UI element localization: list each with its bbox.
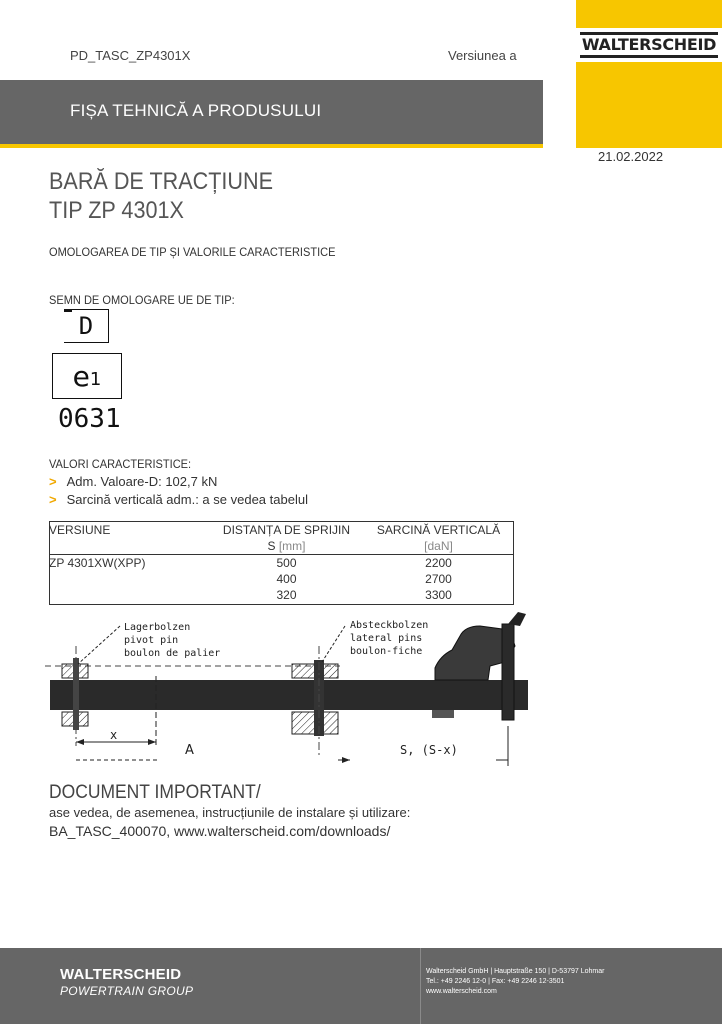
header-band-stripe bbox=[0, 144, 543, 148]
approval-e-number: 1 bbox=[89, 368, 102, 390]
bullet-arrow-icon: > bbox=[49, 474, 57, 489]
col-version-header: VERSIUNE bbox=[49, 522, 209, 555]
col-distance-label: DISTANȚA DE SPRIJIN bbox=[222, 523, 351, 537]
distance-cell: 400 bbox=[276, 572, 297, 586]
dim-arrow bbox=[342, 757, 350, 763]
load-cell: 2700 bbox=[425, 572, 452, 586]
characteristic-bullet bbox=[49, 474, 217, 489]
footer-phone: Tel.: +49 2246 12-0 | Fax: +49 2246 12-3501 bbox=[426, 978, 565, 985]
table-row bbox=[49, 571, 513, 587]
walterscheid-logo bbox=[576, 28, 722, 62]
label-pivot-en: pivot pin bbox=[124, 635, 179, 646]
logo-text: WALTERSCHEID bbox=[580, 32, 718, 58]
product-title-line2: TIP ZP 4301X bbox=[49, 197, 184, 224]
product-title-line1: BARĂ DE TRACȚIUNE bbox=[49, 168, 274, 195]
footer-logo bbox=[60, 966, 193, 998]
page-title: FIȘA TEHNICĂ A PRODUSULUI bbox=[70, 101, 322, 120]
hitch-pin bbox=[502, 624, 514, 720]
label-pivot-fr: boulon de palier bbox=[124, 648, 221, 659]
footer-logo-name: WALTERSCHEID bbox=[60, 966, 182, 983]
load-cell: 2200 bbox=[425, 556, 452, 570]
eu-mark-heading: SEMN DE OMOLOGARE UE DE TIP: bbox=[49, 293, 235, 307]
characteristic-bullet bbox=[49, 492, 308, 507]
col-distance-symbol: S bbox=[267, 539, 276, 553]
leader-left bbox=[78, 626, 120, 664]
table-row bbox=[49, 587, 513, 603]
approval-country: D bbox=[78, 312, 94, 340]
distance-cell: 500 bbox=[276, 556, 297, 570]
version-cell bbox=[49, 587, 209, 603]
important-line1: ase vedea, de asemenea, instrucțiunile de instalare și utilizare: bbox=[49, 805, 411, 820]
approval-e-letter: e bbox=[72, 359, 90, 393]
col-distance-unit: [mm] bbox=[278, 539, 306, 553]
footer-contact bbox=[426, 967, 604, 997]
dim-label-x: x bbox=[110, 728, 118, 742]
leader-right bbox=[322, 626, 345, 662]
approval-e-mark bbox=[52, 353, 122, 399]
label-lateral-fr: boulon-fiche bbox=[350, 646, 423, 657]
document-code: PD_TASC_ZP4301X bbox=[70, 48, 191, 63]
type-approval-heading: OMOLOGAREA DE TIP ȘI VALORILE CARACTERISTICE bbox=[49, 245, 336, 259]
col-load-unit: [daN] bbox=[424, 539, 453, 553]
label-lateral-de: Absteckbolzen bbox=[350, 620, 429, 631]
important-line2: BA_TASC_400070, www.walterscheid.com/downloads/ bbox=[49, 823, 391, 839]
drawbar-drawing bbox=[40, 606, 540, 766]
dim-label-s: S, (S-x) bbox=[400, 743, 458, 757]
bolt-heads bbox=[432, 710, 454, 718]
approval-number: 0631 bbox=[58, 404, 121, 434]
footer-address: Walterscheid GmbH | Hauptstraße 150 | D-53797 Lohmar bbox=[426, 968, 605, 975]
version-cell bbox=[49, 571, 209, 587]
product-title bbox=[49, 167, 273, 225]
bullet-arrow-icon: > bbox=[49, 492, 57, 507]
dim-arrow bbox=[76, 739, 84, 745]
drawbar-body bbox=[50, 680, 528, 710]
label-pivot-de: Lagerbolzen bbox=[124, 622, 191, 633]
approval-country-box bbox=[64, 309, 109, 343]
document-date: 21.02.2022 bbox=[598, 149, 664, 164]
characteristics-heading: VALORI CARACTERISTICE: bbox=[49, 457, 192, 471]
load-cell: 3300 bbox=[425, 588, 452, 602]
col-distance-unit-line bbox=[209, 538, 364, 554]
table-row bbox=[49, 555, 513, 572]
col-load-label: SARCINĂ VERTICALĂ bbox=[376, 523, 501, 537]
footer-logo-group: POWERTRAIN GROUP bbox=[60, 984, 194, 998]
bullet-text: Sarcină verticală adm.: a se vedea tabelul bbox=[66, 492, 308, 507]
col-load-header bbox=[364, 522, 513, 555]
label-lateral-en: lateral pins bbox=[350, 633, 423, 644]
col-distance-header bbox=[209, 522, 364, 555]
document-version: Versiunea a bbox=[448, 48, 517, 63]
dim-arrow bbox=[148, 739, 156, 745]
hitch-clip bbox=[508, 612, 526, 626]
distance-cell: 320 bbox=[276, 588, 297, 602]
footer-website: www.walterscheid.com bbox=[426, 988, 497, 995]
table-header-row bbox=[49, 522, 513, 555]
important-title: DOCUMENT IMPORTANT/ bbox=[49, 782, 261, 803]
brand-yellow-block bbox=[576, 0, 722, 148]
bullet-text: Adm. Valoare-D: 102,7 kN bbox=[66, 474, 218, 489]
version-cell: ZP 4301XW(XPP) bbox=[49, 556, 146, 570]
dim-label-a: A bbox=[185, 743, 194, 758]
spec-table bbox=[49, 522, 513, 603]
footer-divider bbox=[420, 948, 421, 1024]
